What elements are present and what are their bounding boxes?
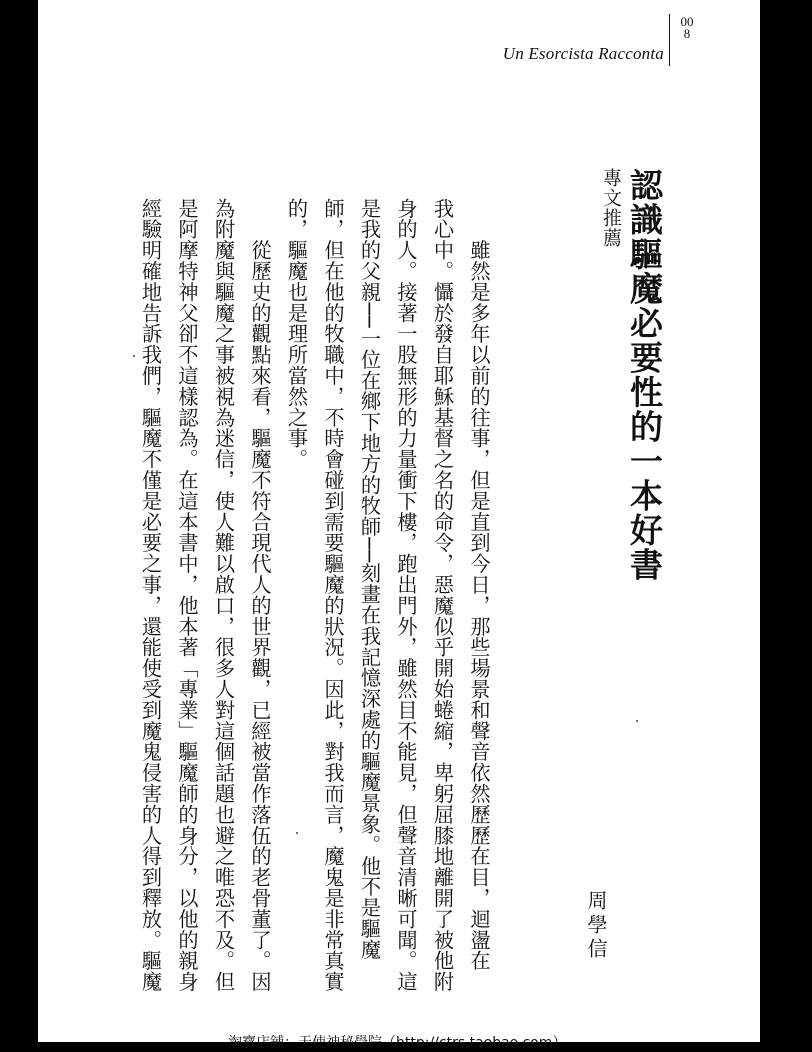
book-page: [38, 0, 760, 1051]
body-line: 我心中。懾於發自耶穌基督之名的命令，惡魔似乎開始蜷縮，卑躬屈膝地離開了被他附: [430, 198, 455, 993]
article-title: 認識驅魔必要性的一本好書: [625, 168, 664, 582]
body-line: 師，但在他的牧職中，不時會碰到需要驅魔的狀況。因此，對我而言，魔鬼是非常真實: [321, 198, 345, 993]
body-line: 雖然是多年以前的往事，但是直到今日，那些場景和聲音依然歷歷在目，迴盪在: [467, 198, 491, 972]
body-line: 是我的父親──一位在鄉下地方的牧師──刻畫在我記憶深處的驅魔景象。他不是驅魔: [357, 198, 382, 961]
body-line: 為附魔與驅魔之事被視為迷信，使人難以啟口，很多人對這個話題也避之唯恐不及。但: [211, 198, 236, 993]
body-line: 身的人。接著一股無形的力量衝下樓，跑出門外，雖然目不能見，但聲音清晰可聞。這: [394, 198, 418, 993]
footer-watermark: 淘寶店鋪：天使神秘學院（http://ctrs.taobao.com）: [228, 1035, 567, 1051]
body-line: 是阿摩特神父卻不這樣認為。在這本書中，他本著「專業」驅魔師的身分，以他的親身: [175, 198, 199, 993]
body-line: 從歷史的觀點來看，驅魔不符合現代人的世界觀，已經被當作落伍的老骨董了。因: [248, 198, 272, 993]
page-number: 008: [680, 14, 694, 41]
scan-speck: [133, 355, 135, 357]
article-author: 周學信: [584, 890, 608, 962]
article-kicker: 專文推薦: [600, 168, 622, 248]
article-body: [132, 198, 497, 993]
scan-speck: [296, 832, 298, 834]
header-divider: [669, 14, 670, 66]
body-line: 的，驅魔也是理所當然之事。: [284, 198, 309, 470]
body-line: 經驗明確地告訴我們，驅魔不僅是必要之事，還能使受到魔鬼侵害的人得到釋放。驅魔: [138, 198, 163, 993]
running-header-title: Un Esorcista Racconta: [502, 44, 664, 63]
scan-speck: [636, 720, 638, 722]
